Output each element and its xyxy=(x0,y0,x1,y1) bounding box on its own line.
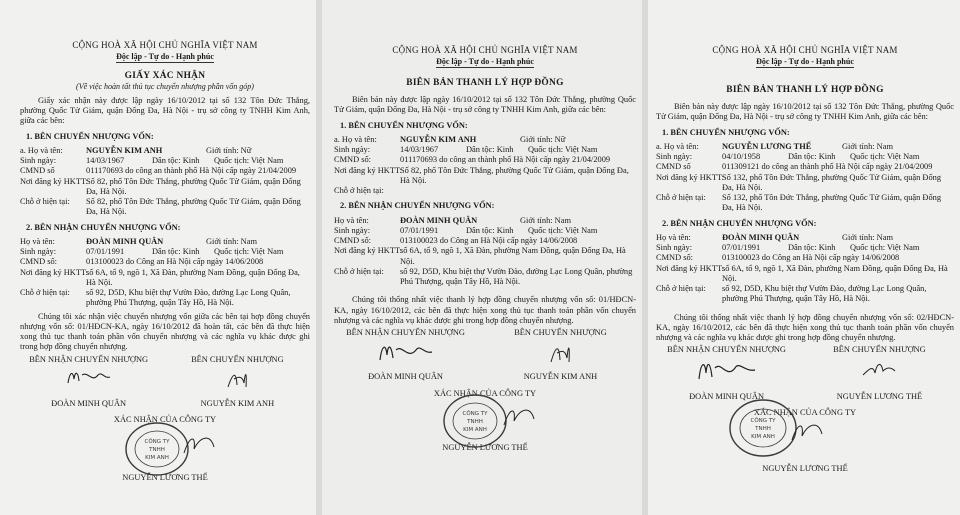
transferor-gender: Giới tính: Nữ xyxy=(206,145,252,155)
transferor-id-row: CMND số 011309121 do công an thành phố Hà Nội cấp ngày 21/04/2009 xyxy=(656,162,954,172)
company-representative-name: NGUYỄN LƯƠNG THẾ xyxy=(442,442,528,452)
closing-paragraph: Chúng tôi xác nhận việc chuyển nhượng vốn giữa các bên tại hợp đồng chuyển nhượng vốn số: 01/HĐCN-KA, ngày 16/10/2012 đã hoàn tất, các bên đã thực hiện xong thủ tục thanh toán phần vốn chuyển nhượng và các nghĩa vụ khác được ghi trong hợp đồng chuyển nhượng. xyxy=(20,311,310,352)
company-stamp-icon xyxy=(442,393,508,449)
transferee-ethnic: Dân tộc: Kinh xyxy=(152,247,200,257)
transferee-name-row: Họ và tên: ĐOÀN MINH QUÂN Giới tính: Nam xyxy=(334,215,571,225)
transferor-gender: Giới tính: Nam xyxy=(842,141,893,151)
section-transferee-heading: 2. BÊN NHẬN CHUYỂN NHƯỢNG VỐN: xyxy=(340,201,495,211)
document-title: GIẤY XÁC NHẬN xyxy=(124,70,206,81)
transferee-current-address: số 92, D5D, Khu biệt thự Vườn Đào, đường Lạc Long Quân, phường Phú Thượng, quận Tây Hồ, Hà Nội. xyxy=(86,288,291,308)
document-bien-ban-thanh-ly-2 xyxy=(648,0,960,515)
transferor-registered-address: Số 132, phố Tôn Đức Thắng, phường Quốc Tử Giám, quận Đống Đa, Hà Nội. xyxy=(722,172,942,192)
company-confirmation xyxy=(334,389,636,454)
transferee-ethnic: Dân tộc: Kinh xyxy=(788,243,836,253)
intro-paragraph: Giấy xác nhận này được lập ngày 16/10/2012 tại số 132 Tôn Đức Thắng, phường Quốc Tử Giám, quận Đống Đa, Hà Nội - trụ sở công ty TNHH Kim Anh, giữa các bên: xyxy=(20,95,310,126)
national-motto: Độc lập - Tự do - Hạnh phúc xyxy=(756,56,854,66)
signature-icon xyxy=(64,365,114,389)
transferee-current-row: Chỗ ở hiện tại: số 92, D5D, Khu biệt thự Vườn Đào, đường Lạc Long Quân, phường Phú Thượng, quận Tây Hồ, Hà Nội. xyxy=(656,284,954,305)
transferee-registered-address: số 6A, tổ 9, ngõ 1, Xã Đàn, phường Nam Đồng, quận Đống Đa, Hà Nội. xyxy=(86,267,300,287)
transferor-name-row: a. Họ và tên: NGUYỄN LƯƠNG THẾ Giới tính: Nam xyxy=(656,141,893,151)
national-motto: Độc lập - Tự do - Hạnh phúc xyxy=(436,56,534,66)
transferor-current-row: Chỗ ở hiện tại: xyxy=(334,186,384,196)
transferee-ethnic: Dân tộc: Kinh xyxy=(466,225,514,235)
transferor-dob: 14/03/1967 xyxy=(86,156,125,166)
svg-text:TNHH: TNHH xyxy=(149,447,165,454)
transferor-id-row: CMND số 011170693 do công an thành phố Hà Nội cấp ngày 21/04/2009 xyxy=(20,166,310,176)
svg-text:CÔNG TY: CÔNG TY xyxy=(750,417,776,424)
transferor-dob: 14/03/1967 xyxy=(400,145,439,155)
transferor-dob: 04/10/1958 xyxy=(722,152,761,162)
signature-icon xyxy=(376,338,436,366)
signature-title-right: BÊN CHUYỂN NHƯỢNG xyxy=(833,345,926,355)
transferee-id-row: CMND số: 013100023 do Công an Hà Nội cấp ngày 14/06/2008 xyxy=(20,257,310,267)
company-confirmation xyxy=(656,408,954,475)
transferee-gender: Giới tính: Nam xyxy=(206,236,257,246)
signature-row xyxy=(20,355,310,410)
transferor-id: 011170693 do công an thành phố Hà Nội cấp ngày 21/04/2009 xyxy=(86,166,297,176)
transferor-dob-row: Sinh ngày: 14/03/1967 Dân tộc: Kinh Quốc tịch: Việt Nam xyxy=(20,156,284,166)
transferee-id-row: CMND số: 013100023 do Công an Hà Nội cấp ngày 14/06/2008 xyxy=(656,253,954,263)
transferee-current-address: số 92, D5D, Khu biệt thự Vườn Đào, đường Lạc Long Quân, phường Phú Thượng, quận Tây Hồ, Hà Nội. xyxy=(722,284,927,304)
transferor-current-address: Số 132, phố Tôn Đức Thắng, phường Quốc Tử Giám, quận Đống Đa, Hà Nội. xyxy=(722,193,942,213)
national-title: CỘNG HOÀ XÃ HỘI CHỦ NGHĨA VIỆT NAM xyxy=(712,45,898,55)
signature-icon xyxy=(222,365,252,391)
transferor-registered-address: Số 82, phố Tôn Đức Thắng, phường Quốc Tử Giám, quận Đống Đa, Hà Nội. xyxy=(400,165,629,185)
document-title: BIÊN BẢN THANH LÝ HỢP ĐỒNG xyxy=(406,77,564,88)
transferee-current-row: Chỗ ở hiện tại: số 92, D5D, Khu biệt thự Vườn Đào, đường Lạc Long Quân, phường Phú Thượng, quận Tây Hồ, Hà Nội. xyxy=(334,267,636,288)
document-subtitle: (Về việc hoàn tất thủ tục chuyển nhượng phần vốn góp) xyxy=(76,82,254,92)
signature-title-right: BÊN CHUYỂN NHƯỢNG xyxy=(191,354,284,364)
signature-row xyxy=(334,328,636,383)
signature-row xyxy=(656,345,954,402)
transferee-nationality: Quốc tịch: Việt Nam xyxy=(850,243,920,253)
transferor-name: NGUYỄN KIM ANH xyxy=(86,145,163,155)
closing-paragraph: Chúng tôi thống nhất việc thanh lý hợp đồng chuyển nhượng vốn số: 02/HĐCN-KA, ngày 16/10/2012, các bên đã thực hiện xong thủ tục thanh toán phần vốn chuyển nhượng và các nghĩa vụ khác được ghi trong hợp đồng chuyển nhượng. xyxy=(656,312,954,343)
transferor-dob-row: Sinh ngày: 14/03/1967 Dân tộc: Kinh Quốc tịch: Việt Nam xyxy=(334,145,598,155)
company-representative-name: NGUYỄN LƯƠNG THẾ xyxy=(122,473,208,483)
company-signature-icon xyxy=(500,401,540,431)
transferee-gender: Giới tính: Nam xyxy=(842,232,893,242)
transferee-id: 013100023 do Công an Hà Nội cấp ngày 14/06/2008 xyxy=(722,253,900,263)
transferee-dob: 07/01/1991 xyxy=(400,225,439,235)
transferor-ethnic: Dân tộc: Kinh xyxy=(152,156,200,166)
document-title: BIÊN BẢN THANH LÝ HỢP ĐỒNG xyxy=(726,84,884,95)
transferee-reg-row: Nơi đăng ký HKTT: số 6A, tổ 9, ngõ 1, Xã Đàn, phường Nam Đồng, quận Đống Đa, Hà Nội. xyxy=(20,268,310,289)
section-transferee-heading: 2. BÊN NHẬN CHUYỂN NHƯỢNG VỐN: xyxy=(662,218,817,228)
signature-icon xyxy=(859,355,899,381)
signature-icon xyxy=(695,355,759,385)
national-title: CỘNG HOÀ XÃ HỘI CHỦ NGHĨA VIỆT NAM xyxy=(72,40,258,50)
transferor-registered-address: Số 82, phố Tôn Đức Thắng, phường Quốc Tử Giám, quận Đống Đa, Hà Nội. xyxy=(86,176,301,196)
transferor-id-row: CMND số: 011170693 do công an thành phố Hà Nội cấp ngày 21/04/2009 xyxy=(334,155,636,165)
company-confirmation-title: XÁC NHẬN CỦA CÔNG TY xyxy=(113,415,217,425)
transferor-current-address: Số 82, phố Tôn Đức Thắng, phường Quốc Tử Giám, quận Đống Đa, Hà Nội. xyxy=(86,197,301,217)
intro-paragraph: Biên bản này được lập ngày 16/10/2012 tại số 132 Tôn Đức Thắng, phường Quốc Tử Giám, quận Đống Đa, Hà Nội - trụ sở công ty TNHH Kim Anh, giữa các bên: xyxy=(334,95,636,115)
transferor-nationality: Quốc tịch: Việt Nam xyxy=(214,156,284,166)
closing-paragraph: Chúng tôi thống nhất việc thanh lý hợp đồng chuyển nhượng vốn số: 01/HĐCN-KA, ngày 16/10/2012, các bên đã thực hiện xong thủ tục thanh toán phần vốn chuyển nhượng và các nghĩa vụ khác được ghi trong hợp đồng chuyển nhượng. xyxy=(334,295,636,325)
transferee-name: ĐOÀN MINH QUÂN xyxy=(400,215,478,225)
company-confirmation-title: XÁC NHẬN CỦA CÔNG TY xyxy=(433,388,537,398)
section-transferor-heading: 1. BÊN CHUYỂN NHƯỢNG VỐN: xyxy=(26,131,154,141)
svg-text:TNHH: TNHH xyxy=(467,418,483,425)
svg-text:CÔNG TY: CÔNG TY xyxy=(144,439,170,446)
transferee-id-row: CMND số: 013100023 do Công an Hà Nội cấp ngày 14/06/2008 xyxy=(334,236,636,246)
transferor-current-row: Chỗ ở hiện tại: Số 132, phố Tôn Đức Thắng, phường Quốc Tử Giám, quận Đống Đa, Hà Nội. xyxy=(656,193,954,214)
transferor-name-row: a. Họ và tên: NGUYỄN KIM ANH Giới tính: Nữ xyxy=(334,134,566,144)
section-transferor-heading: 1. BÊN CHUYỂN NHƯỢNG VỐN: xyxy=(340,120,468,130)
transferee-gender: Giới tính: Nam xyxy=(520,215,571,225)
transferor-ethnic: Dân tộc: Kinh xyxy=(788,152,836,162)
transferee-dob: 07/01/1991 xyxy=(86,247,125,257)
company-signature-icon xyxy=(180,429,220,459)
transferor-ethnic: Dân tộc: Kinh xyxy=(466,145,514,155)
transferor-nationality: Quốc tịch: Việt Nam xyxy=(850,152,920,162)
transferee-name-row: Họ và tên: ĐOÀN MINH QUÂN Giới tính: Nam xyxy=(20,236,257,246)
transferee-nationality: Quốc tịch: Việt Nam xyxy=(214,247,284,257)
company-representative-name: NGUYỄN LƯƠNG THẾ xyxy=(762,464,848,474)
svg-text:KIM ANH: KIM ANH xyxy=(145,455,169,462)
transferor-reg-row: Nơi đăng ký HKTT: Số 132, phố Tôn Đức Thắng, phường Quốc Tử Giám, quận Đống Đa, Hà Nội. xyxy=(656,173,954,194)
transferee-current-row: Chỗ ở hiện tại: số 92, D5D, Khu biệt thự Vườn Đào, đường Lạc Long Quân, phường Phú Thượng, quận Tây Hồ, Hà Nội. xyxy=(20,288,310,309)
transferor-current-row: Chỗ ở hiện tại: Số 82, phố Tôn Đức Thắng, phường Quốc Tử Giám, quận Đống Đa, Hà Nội. xyxy=(20,197,310,218)
transferee-name-row: Họ và tên: ĐOÀN MINH QUÂN Giới tính: Nam xyxy=(656,232,893,242)
transferee-dob-row: Sinh ngày: 07/01/1991 Dân tộc: Kinh Quốc tịch: Việt Nam xyxy=(334,225,598,235)
transferee-reg-row: Nơi đăng ký HKTT: số 6A, tổ 9, ngõ 1, Xã Đàn, phường Nam Đồng, quận Đống Đa, Hà Nội. xyxy=(334,246,636,267)
svg-text:KIM ANH: KIM ANH xyxy=(751,433,775,440)
transferor-dob-row: Sinh ngày: 04/10/1958 Dân tộc: Kinh Quốc tịch: Việt Nam xyxy=(656,152,920,162)
transferor-nationality: Quốc tịch: Việt Nam xyxy=(528,145,598,155)
signature-name-left: ĐOÀN MINH QUÂN xyxy=(368,372,443,382)
transferor-reg-row: Nơi đăng ký HKTT: Số 82, phố Tôn Đức Thắng, phường Quốc Tử Giám, quận Đống Đa, Hà Nội. xyxy=(334,166,636,187)
signature-title-left: BÊN NHẬN CHUYỂN NHƯỢNG xyxy=(29,354,149,364)
section-transferee-heading: 2. BÊN NHẬN CHUYỂN NHƯỢNG VỐN: xyxy=(26,222,181,232)
document-bien-ban-thanh-ly-1 xyxy=(322,0,642,515)
transferor-name-row: a. Họ và tên: NGUYỄN KIM ANH Giới tính: Nữ xyxy=(20,145,252,155)
signature-name-left: ĐOÀN MINH QUÂN xyxy=(689,391,764,401)
transferee-name: ĐOÀN MINH QUÂN xyxy=(722,232,800,242)
signature-name-right: NGUYỄN KIM ANH xyxy=(200,398,275,408)
transferee-registered-address: số 6A, tổ 9, ngõ 1, Xã Đàn, phường Nam Đồng, quận Đống Đa, Hà Nội. xyxy=(400,246,626,266)
transferee-id: 013100023 do Công an Hà Nội cấp ngày 14/06/2008 xyxy=(400,236,578,246)
transferee-name: ĐOÀN MINH QUÂN xyxy=(86,236,164,246)
transferee-dob-row: Sinh ngày: 07/01/1991 Dân tộc: Kinh Quốc tịch: Việt Nam xyxy=(20,247,284,257)
svg-text:TNHH: TNHH xyxy=(755,425,771,432)
national-title: CỘNG HOÀ XÃ HỘI CHỦ NGHĨA VIỆT NAM xyxy=(392,45,578,55)
signature-title-left: BÊN NHẬN CHUYỂN NHƯỢNG xyxy=(346,328,465,338)
transferee-registered-address: số 6A, tổ 9, ngõ 1, Xã Đàn, phường Nam Đồng, quận Đống Đa, Hà Nội. xyxy=(722,263,948,283)
svg-text:KIM ANH: KIM ANH xyxy=(463,426,487,433)
transferee-id: 013100023 do Công an Hà Nội cấp ngày 14/06/2008 xyxy=(86,257,264,267)
transferee-dob: 07/01/1991 xyxy=(722,243,761,253)
signature-icon xyxy=(545,338,575,366)
national-motto: Độc lập - Tự do - Hạnh phúc xyxy=(116,51,214,61)
intro-paragraph: Biên bản này được lập ngày 16/10/2012 tại số 132 Tôn Đức Thắng, phường Quốc Tử Giám, quận Đống Đa, Hà Nội - trụ sở công ty TNHH Kim Anh, giữa các bên: xyxy=(656,102,954,122)
signature-name-right: NGUYỄN LƯƠNG THẾ xyxy=(836,391,923,401)
transferee-reg-row: Nơi đăng ký HKTT: số 6A, tổ 9, ngõ 1, Xã Đàn, phường Nam Đồng, quận Đống Đa, Hà Nội. xyxy=(656,264,954,285)
svg-text:CÔNG TY: CÔNG TY xyxy=(462,410,488,417)
company-confirmation xyxy=(20,415,310,484)
company-confirmation-title: XÁC NHẬN CỦA CÔNG TY xyxy=(753,407,857,417)
section-transferor-heading: 1. BÊN CHUYỂN NHƯỢNG VỐN: xyxy=(662,127,790,137)
signature-title-right: BÊN CHUYỂN NHƯỢNG xyxy=(514,328,607,338)
transferee-dob-row: Sinh ngày: 07/01/1991 Dân tộc: Kinh Quốc tịch: Việt Nam xyxy=(656,243,920,253)
signature-name-right: NGUYỄN KIM ANH xyxy=(523,372,598,382)
document-giay-xac-nhan xyxy=(0,0,316,515)
transferee-nationality: Quốc tịch: Việt Nam xyxy=(528,225,598,235)
transferee-current-address: số 92, D5D, Khu biệt thự Vườn Đào, đường Lạc Long Quân, phường Phú Thượng, quận Tây Hồ, Hà Nội. xyxy=(400,266,633,287)
transferor-reg-row: Nơi đăng ký HKTT: Số 82, phố Tôn Đức Thắng, phường Quốc Tử Giám, quận Đống Đa, Hà Nội. xyxy=(20,177,310,198)
signature-name-left: ĐOÀN MINH QUÂN xyxy=(51,398,127,408)
transferor-name: NGUYỄN LƯƠNG THẾ xyxy=(722,141,812,151)
transferor-id: 011170693 do công an thành phố Hà Nội cấp ngày 21/04/2009 xyxy=(400,155,611,165)
company-signature-icon xyxy=(788,416,828,446)
transferor-name: NGUYỄN KIM ANH xyxy=(400,134,477,144)
transferor-gender: Giới tính: Nữ xyxy=(520,134,566,144)
signature-title-left: BÊN NHẬN CHUYỂN NHƯỢNG xyxy=(667,345,786,355)
transferor-id: 011309121 do công an thành phố Hà Nội cấp ngày 21/04/2009 xyxy=(722,162,933,172)
